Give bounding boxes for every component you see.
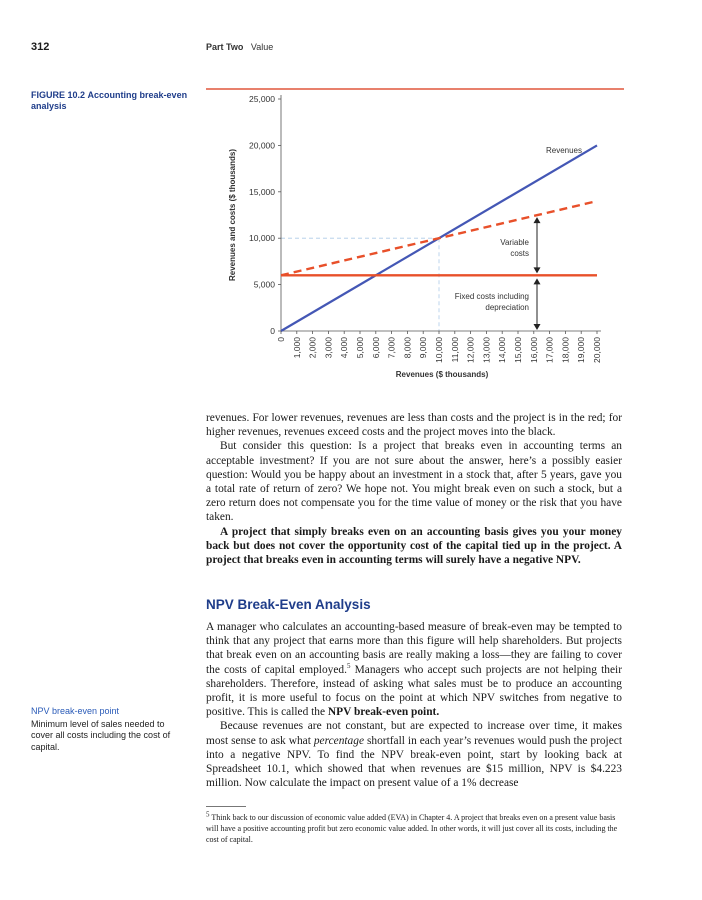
- page-number: 312: [31, 41, 50, 53]
- x-tick-label: 14,000: [497, 337, 508, 363]
- x-tick-label: 4,000: [339, 337, 350, 359]
- variable-costs-arrow-head-top: [534, 217, 541, 223]
- figure-caption: [31, 90, 191, 112]
- x-tick-label: 18,000: [560, 337, 571, 363]
- running-head: [206, 42, 273, 52]
- footnote: [206, 812, 622, 845]
- footnote-rule: [206, 806, 246, 807]
- x-tick-label: 13,000: [481, 337, 492, 363]
- x-tick-label: 10,000: [434, 337, 444, 363]
- paragraph-4: [206, 620, 622, 719]
- figure-label: FIGURE 10.2: [31, 90, 86, 100]
- variable-costs-arrow-head-bottom: [534, 267, 541, 273]
- paragraph-1: revenues. For lower revenues, revenues are less than costs and the project is in the red; for higher revenues, revenues exceed costs and the project moves into the black.: [206, 412, 622, 439]
- margin-note: [31, 706, 181, 753]
- x-tick-label: 1,000: [291, 337, 302, 359]
- x-tick-label: 20,000: [592, 337, 602, 363]
- fixed-costs-annotation-line-2: depreciation: [485, 303, 529, 312]
- x-tick-label: 16,000: [528, 337, 539, 363]
- x-tick-label: 2,000: [307, 337, 318, 359]
- x-tick-label: 5,000: [355, 337, 365, 359]
- x-tick-label: 8,000: [402, 337, 413, 359]
- paragraph-5: [206, 719, 622, 790]
- paragraph-5-part-a: Because revenues are not constant, but are expected to increase over time, it makes most sense to ask what: [206, 720, 622, 747]
- running-head-section: Value: [250, 42, 274, 52]
- paragraph-3: A project that simply breaks even on an accounting basis gives you your money back but does not cover the opportunity cost of the capital tied up in the project. A project that breaks even in accounting terms will surely have a negative NPV.: [206, 525, 622, 567]
- x-axis-label: Revenues ($ thousands): [395, 370, 489, 379]
- x-tick-label: 3,000: [323, 337, 334, 359]
- y-tick-label: 5,000: [253, 279, 275, 290]
- fixed-costs-annotation-line-1: Fixed costs including: [454, 292, 529, 301]
- y-tick-label: 15,000: [249, 186, 275, 197]
- y-tick-label: 20,000: [249, 140, 275, 151]
- fixed-costs-arrow-head-bottom: [534, 324, 541, 330]
- figure-title: Accounting break-even analysis: [31, 90, 188, 111]
- total-cost-line: [281, 201, 597, 275]
- footnote-number: 5: [206, 810, 210, 819]
- x-tick-label: 9,000: [418, 337, 429, 359]
- break-even-chart-svg: [206, 82, 624, 382]
- variable-costs-annotation-line-2: costs: [510, 249, 529, 258]
- paragraph-4-part-a: A manager who calculates an accounting-based measure of break-even may be tempted to think that any project that earns more than this figure will help shareholders. But projects that break even on an accounting basis are really making a loss—they are failing to cover the costs of capital employed.: [206, 621, 622, 676]
- paragraph-5-part-b: shortfall in each year’s revenues would push the project into a negative NPV. To find the NPV break-even point, start by looking back at Spreadsheet 10.1, which showed that when revenues are $15 million, NPV is $4.223 million. Now calculate the impact on present value of a 1% decrease: [206, 734, 622, 790]
- x-tick-label: 6,000: [370, 337, 381, 359]
- x-tick-label: 15,000: [513, 337, 523, 363]
- margin-note-definition: Minimum level of sales needed to cover all costs including the cost of capital.: [31, 718, 171, 752]
- break-even-chart: [206, 82, 624, 382]
- x-tick-label: 12,000: [465, 337, 476, 363]
- x-tick-label: 7,000: [386, 337, 397, 359]
- paragraph-4-part-b: Managers who accept such projects are not helping their shareholders. Therefore, instead of asking what sales must be to produce an accounting profit, it is more useful to focus on the point at which NPV switches from negative to positive. This is called the: [206, 663, 622, 719]
- x-tick-label: 19,000: [576, 337, 587, 363]
- revenues-annotation: Revenues: [545, 146, 583, 155]
- paragraph-5-emphasis: percentage: [313, 734, 365, 747]
- footnote-ref[interactable]: 5: [346, 661, 351, 670]
- footnote-text: Think back to our discussion of economic value added (EVA) in Chapter 4. A project that breaks even on a present value basis will have a positive accounting profit but zero economic value added. In other words, it will just cover all its costs, including the cost of capital.: [206, 813, 618, 844]
- body-text-upper: [206, 411, 622, 567]
- y-axis-label: Revenues and costs ($ thousands): [228, 148, 237, 282]
- x-tick-label: 0: [276, 337, 286, 342]
- x-tick-label: 11,000: [449, 337, 460, 363]
- fixed-costs-arrow-head-top: [534, 278, 541, 284]
- x-tick-label: 17,000: [544, 337, 555, 363]
- paragraph-2: But consider this question: Is a project that breaks even in accounting terms an acceptable investment? If you are not sure about the answer, here’s a possibly easier question: Would you be happy about an investment in a stock that, after 5 years, gave you a total rate of return of zero? We hope not. You might break even on such a stock, but a zero return does not compensate you for the time value of money or the risk that you have taken.: [206, 440, 622, 524]
- variable-costs-annotation-line-1: Variable: [500, 238, 529, 247]
- y-tick-label: 0: [270, 326, 275, 336]
- section-heading: NPV Break-Even Analysis: [206, 597, 371, 612]
- npv-break-even-term: NPV break-even point.: [327, 706, 440, 719]
- y-tick-label: 10,000: [249, 233, 275, 244]
- y-tick-label: 25,000: [249, 94, 275, 104]
- running-head-part: Part Two: [206, 42, 244, 52]
- body-text-lower: [206, 620, 622, 790]
- margin-note-term: NPV break-even point: [31, 706, 120, 716]
